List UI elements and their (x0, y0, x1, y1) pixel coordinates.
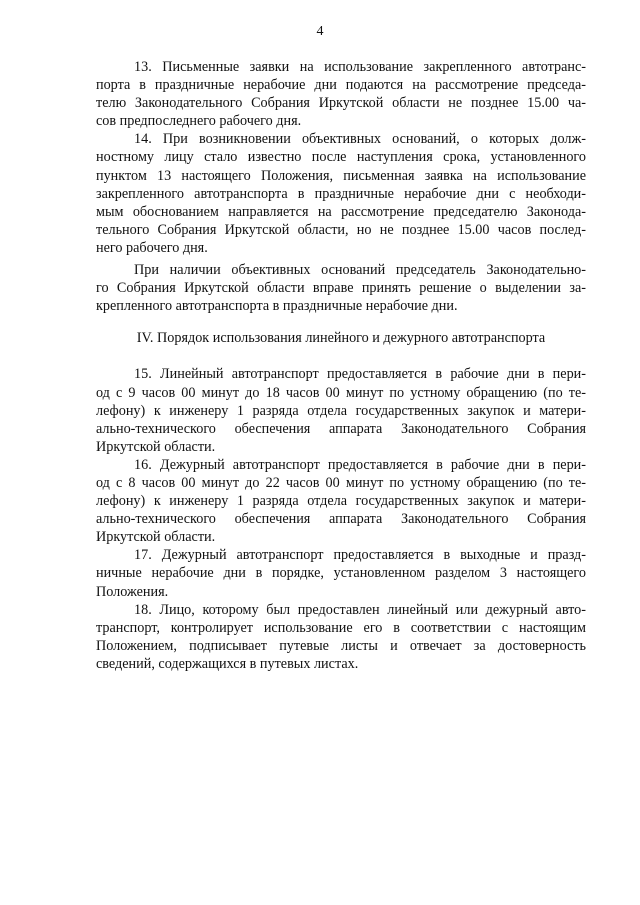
text-line: порта в праздничные нерабочие дни подаются на рассмотрение председа- (96, 77, 586, 94)
text-line: крепленного автотранспорта в праздничные нерабочие дни. (96, 298, 458, 315)
text-line: сов предпоследнего рабочего дня. (96, 113, 302, 130)
text-line: 15. Линейный автотранспорт предоставляется в рабочие дни в пери- (134, 366, 586, 383)
text-line: телю Законодательного Собрания Иркутской области не позднее 15.00 ча- (96, 95, 586, 112)
paragraph-14 (96, 130, 586, 257)
paragraph-16 (96, 456, 586, 546)
text-line: 18. Лицо, которому был предоставлен линейный или дежурный авто- (134, 601, 586, 618)
text-line: од с 8 часов 00 минут до 22 часов 00 минут по устному обращению (по те- (96, 474, 586, 491)
paragraph-exception (96, 261, 586, 315)
text-line: ничные нерабочие дни в порядке, установленном разделом 3 настоящего (96, 565, 586, 582)
paragraph-18 (96, 601, 586, 673)
text-line: пунктом 13 настоящего Положения, письменная заявка на использование (96, 167, 586, 184)
paragraph-17 (96, 546, 586, 600)
page-number: 4 (316, 24, 324, 39)
text-line: лефону) к инженеру 1 разряда отдела государственных закупок и матери- (96, 493, 586, 510)
text-line: ально-технического обеспечения аппарата Законодательного Собрания (96, 420, 586, 437)
text-line: Иркутской области. (96, 438, 216, 455)
text-line: Положением, подписывает путевые листы и отвечает за достоверность (96, 637, 586, 654)
paragraph-15 (96, 365, 586, 455)
text-line: го Собрания Иркутской области вправе принять решение о выделении за- (96, 280, 586, 297)
text-line: 13. Письменные заявки на использование закрепленного автотранс- (134, 59, 586, 75)
text-line: ально-технического обеспечения аппарата Законодательного Собрания (96, 511, 586, 528)
text-line: Иркутской области. (96, 529, 216, 546)
paragraph-13 (96, 58, 586, 130)
text-line: него рабочего дня. (96, 239, 208, 256)
text-line: закрепленного автотранспорта в праздничные нерабочие дни с необходи- (96, 185, 586, 202)
text-line: При наличии объективных оснований председатель Законодательно- (134, 262, 586, 279)
text-line: од с 9 часов 00 минут до 18 часов 00 минут по устному обращению (по те- (96, 384, 586, 401)
text-line: 17. Дежурный автотранспорт предоставляется в выходные и празд- (134, 547, 586, 564)
text-line: ностному лицу стало известно после наступления срока, установленного (96, 149, 586, 166)
text-line: 16. Дежурный автотранспорт предоставляется в рабочие дни в пери- (134, 456, 586, 473)
section-heading: IV. Порядок использования линейного и дежурного автотранспорта (136, 330, 546, 347)
text-line: тельного Собрания Иркутской области, но не позднее 15.00 часов послед- (96, 221, 586, 238)
text-line: транспорт, контролирует использование его в соответствии с настоящим (96, 619, 586, 636)
text-line: 14. При возникновении объективных оснований, о которых долж- (134, 131, 586, 148)
text-line: мым обоснованием направляется на рассмотрение председателю Законода- (96, 203, 586, 220)
document-body (96, 58, 586, 673)
text-line: сведений, содержащихся в путевых листах. (96, 655, 359, 672)
text-line: лефону) к инженеру 1 разряда отдела государственных закупок и матери- (96, 402, 586, 419)
text-line: Положения. (96, 583, 169, 600)
